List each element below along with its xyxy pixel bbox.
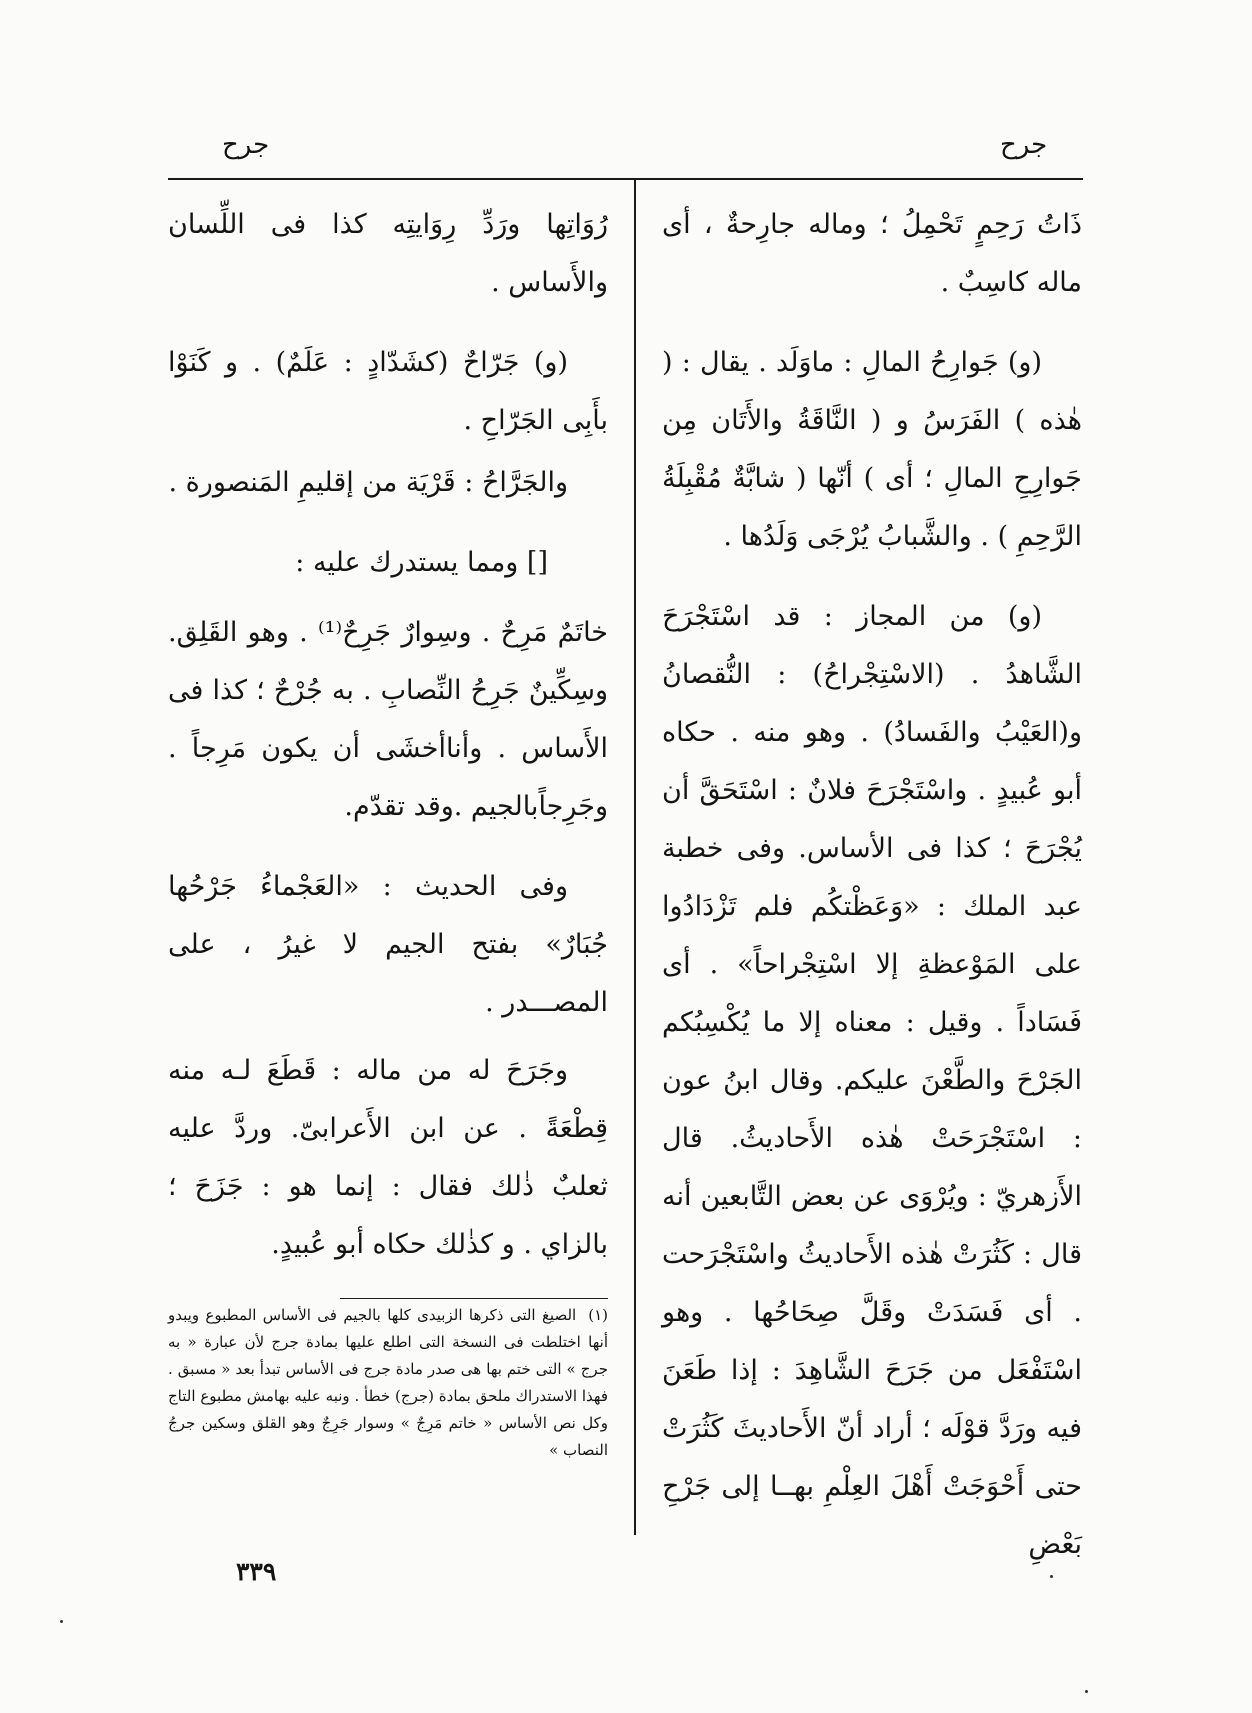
running-header-left: جرح xyxy=(222,130,270,160)
scan-speck xyxy=(1050,1575,1053,1578)
left-column-lower xyxy=(168,1042,608,1278)
entry-paragraph: (و) جَوارِحُ المالِ : ماوَلَد . يقال : ( هٰذه ) الفَرَسُ و ( النَّاقَةُ والأَتَان مِن جَوارِحِ المالِ ؛ أى ) أنّها ( شابَّةٌ مُقْبِلَةُ الرَّحِمِ ) . والشَّبابُ يُرْجَى وَلَدُها . xyxy=(662,347,1082,552)
running-header-right: جرح xyxy=(1000,130,1048,160)
header-rule xyxy=(168,178,1083,180)
entry-paragraph: (و) جَرّاحٌ (كشَدّادٍ : عَلَمٌ) . و كَنَوْا بأَبِى الجَرّاحِ . xyxy=(168,347,608,436)
footnote xyxy=(168,1302,608,1464)
right-column xyxy=(662,196,1082,1578)
addendum-heading: [] ومما يستدرك عليه : xyxy=(295,547,548,578)
entry-paragraph: (و) من المجاز : قد اسْتَجْرَحَ الشَّاهدُ . (الاسْتِجْراحُ) : النُّقصانُ و(العَيْبُ والفَسادُ) . وهو منه . حكاه أبو عُبيدٍ . واسْتَجْرَحَ فلانٌ : اسْتَحَقَّ أن يُجْرَحَ ؛ كذا فى الأساس. وفى خطبة عبد الملك : «وَعَظْتكُم فلم تَزْدَادُوا على المَوْعظةِ إلا اسْتِجْراحاً» . أى فَسَاداً . وقيل : معناه إلا ما يُكْسِبُكم الجَرْحَ والطَّعْنَ عليكم. وقال ابنُ عون : اسْتَجْرَحَتْ هٰذه الأَحاديثُ. قال الأَزهريّ : ويُرْوَى عن بعض التَّابعين أنه قال : كَثُرَتْ هٰذه الأَحاديثُ واسْتَجْرَحت . أى فَسَدَتْ وقَلَّ صِحَاحُها . وهو اسْتَفْعَل من جَرَحَ الشَّاهِدَ : إذا طَعَنَ فيه ورَدَّ قوْلَه ؛ أراد أنّ الأَحاديثَ كَثُرَتْ حتى أَحْوَجَتْ أَهْلَ العِلْمِ بهــا إلى جَرْحِ بَعْضِ xyxy=(662,601,1082,1560)
entry-paragraph: وفى الحديث : «العَجْماءُ جَرْحُها جُبَارٌ» بفتح الجيم لا غيرُ ، على المصـــدر . xyxy=(168,871,608,1018)
entry-paragraph: وجَرَحَ له من ماله : قَطَعَ لـه منه قِطْعَةً . عن ابن الأَعرابىّ. وردَّ عليه ثعلبٌ ذٰلك فقال : إنما هو : جَزَحَ ؛ بالزاي . و كذٰلك حكاه أبو عُبيدٍ. xyxy=(168,1055,608,1260)
entry-paragraph: والجَرَّاحُ : قَرْيَة من إقليمِ المَنصورة . xyxy=(168,467,568,498)
footnote-text: الصيغ التى ذكرها الزبيدى كلها بالجيم فى الأساس المطبوع ويبدو أنها اختلطت فى النسخة التى اطلع عليها بمادة جرج لأن عبارة « به جرج » التى ختم بها هى صدر مادة جرج فى الأساس تبدأ بعد « مسبق . فهذا الاستدراك ملحق بمادة (جرج) خطأ . ونبه عليه بهامش مطبوع التاج وكل نص الأساس « خاتم مَرِجٌ » وسوار جَرِجٌ وهو القلق وسكين جرجُ النصاب » xyxy=(168,1306,608,1459)
scan-speck xyxy=(1085,1690,1088,1693)
column-divider xyxy=(634,180,636,1535)
entry-paragraph: ذَاتُ رَحِمٍ تَحْمِلُ ؛ وماله جارِحةٌ ، أى ماله كاسِبٌ . xyxy=(662,209,1082,298)
page-number: ٣٣٩ xyxy=(236,1557,277,1586)
scan-speck xyxy=(60,1620,63,1623)
entry-paragraph: رُوَاتِها ورَدِّ رِوَايتِه كذا فى اللِّسان والأَساس . xyxy=(168,209,608,298)
entry-paragraph: خاتَمٌ مَرِحٌ . وسِوارٌ جَرِحٌ⁽¹⁾ . وهو القَلِق. وسِكِّينٌ جَرِحُ النِّصابِ . به جُرْحٌ ؛ كذا فى الأَساس . وأناأخشَى أن يكون مَرِجاً . وجَرِجاًبالجيم .وقد تقدّم. xyxy=(168,617,608,822)
left-column xyxy=(168,196,608,1036)
footnote-marker: (١) xyxy=(588,1306,608,1324)
footnote-rule xyxy=(340,1298,608,1299)
